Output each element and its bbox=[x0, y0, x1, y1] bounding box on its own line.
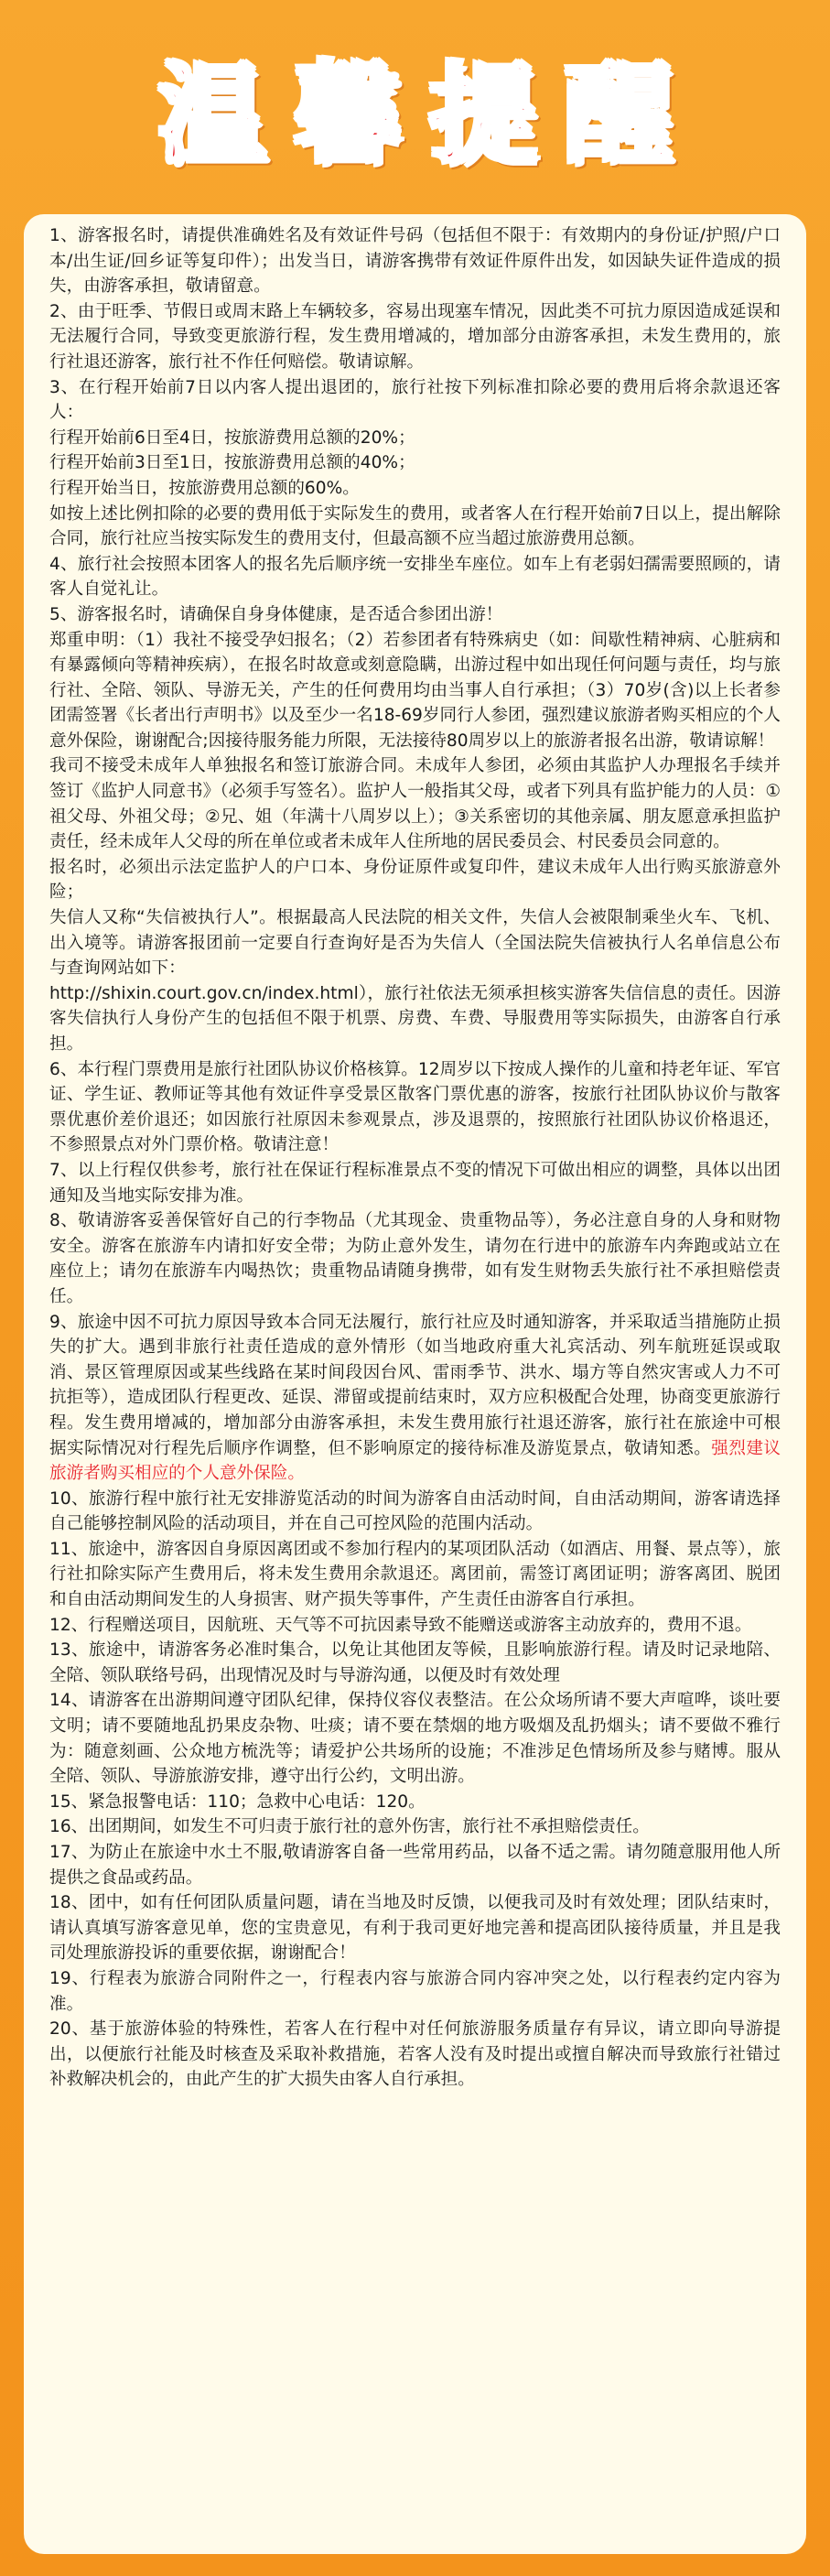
notice-item-3: 3、在行程开始前7日以内客人提出退团的，旅行社按下列标准扣除必要的费用后将余款退还客人： bbox=[49, 377, 781, 423]
refund-rule-1: 行程开始前6日至4日，按旅游费用总额的20%； bbox=[49, 428, 415, 448]
notice-item-7: 7、以上行程仅供参考，旅行社在保证行程标准景点不变的情况下可做出相应的调整，具体以出团通知及当地实际安排为准。 bbox=[49, 1160, 781, 1206]
notice-item-19: 19、行程表为旅游合同附件之一，行程表内容与旅游合同内容冲突之处，以行程表约定内容为准。 bbox=[49, 1968, 781, 2014]
dishonest-person-link: http://shixin.court.gov.cn/index.html），旅行社依法无须承担核实游客失信信息的责任。因游客失信执行人身份产生的包括但不限于机票、房费、车费、导服费用等实际损失，由游客自行承担。 bbox=[49, 983, 781, 1054]
notice-card bbox=[24, 214, 806, 2554]
notice-item-14: 14、请游客在出游期间遵守团队纪律，保持仪容仪表整洁。在公众场所请不要大声喧哗，谈吐要文明；请不要随地乱扔果皮杂物、吐痰；请不要在禁烟的地方吸烟及乱扔烟头；请不要做不雅行为：随意刻画、公众地方梳洗等；请爱护公共场所的设施；不准涉足色情场所及参与赌博。服从全陪、领队、导游旅游安排，遵守出行公约，文明出游。 bbox=[49, 1691, 781, 1787]
notice-item-20: 20、基于旅游体验的特殊性，若客人在行程中对任何旅游服务质量存有异议，请立即向导游提出，以便旅行社能及时核查及采取补救措施，若客人没有及时提出或擅自解决而导致旅行社错过补救解决机会的，由此产生的扩大损失由客人自行承担。 bbox=[49, 2019, 781, 2090]
refund-rule-3: 行程开始当日，按旅游费用总额的60%。 bbox=[49, 478, 360, 498]
minor-policy: 我司不接受未成年人单独报名和签订旅游合同。未成年人参团，必须由其监护人办理报名手续并签订《监护人同意书》（必须手写签名）。监护人一般指其父母，或者下列具有监护能力的人员：①祖父母、外祖父母；②兄、姐（年满十八周岁以上）；③关系密切的其他亲属、朋友愿意承担监护责任，经未成年人父母的所在单位或者未成年人住所地的居民委员会、村民委员会同意的。 bbox=[49, 756, 781, 852]
refund-rule-2: 行程开始前3日至1日，按旅游费用总额的40%； bbox=[49, 453, 415, 473]
declaration: 郑重申明：（1）我社不接受孕妇报名；（2）若参团者有特殊病史（如：间歇性精神病、心脏病和有暴露倾向等精神疾病），在报名时故意或刻意隐瞒，出游过程中如出现任何问题与责任，均与旅行社、全陪、领队、导游无关，产生的任何费用均由当事人自行承担；（3）70岁(含)以上长者参团需签署《长者出行声明书》以及至少一名18-69岁同行人参团，强烈建议旅游者购买相应的个人意外保险，谢谢配合;因接待服务能力所限，无法接待80周岁以上的旅游者报名出游，敬请谅解！ bbox=[49, 630, 781, 751]
notice-item-9-text: 9、旅途中因不可抗力原因导致本合同无法履行，旅行社应及时通知游客，并采取适当措施防止损失的扩大。遇到非旅行社责任造成的意外情形（如当地政府重大礼宾活动、列车航班延误或取消、景区管理原因或某些线路在某时间段因台风、雷雨季节、洪水、塌方等自然灾害或人力不可抗拒等），造成团队行程更改、延误、滞留或提前结束时，双方应积极配合处理，协商变更旅游行程。发生费用增减的，增加部分由游客承担，未发生费用旅行社退还游客，旅行社在旅途中可根据实际情况对行程先后顺序作调整，但不影响原定的接待标准及游览景点，敬请知悉。 bbox=[49, 1312, 781, 1458]
refund-note: 如按上述比例扣除的必要的费用低于实际发生的费用，或者客人在行程开始前7日以上，提出解除合同，旅行社应当按实际发生的费用支付，但最高额不应当超过旅游费用总额。 bbox=[49, 503, 781, 549]
notice-item-11: 11、旅途中，游客因自身原因离团或不参加行程内的某项团队活动（如酒店、用餐、景点等），旅行社扣除实际产生费用后，将未发生费用余款退还。离团前，需签订离团证明；游客离团、脱团和自由活动期间发生的人身损害、财产损失等事件，产生责任由游客自行承担。 bbox=[49, 1539, 781, 1610]
notice-item-15: 15、紧急报警电话：110；急救中心电话：120。 bbox=[49, 1791, 426, 1812]
minor-documents: 报名时，必须出示法定监护人的户口本、身份证原件或复印件，建议未成年人出行购买旅游意外险； bbox=[49, 857, 781, 903]
dishonest-person-note: 失信人又称“失信被执行人”。根据最高人民法院的相关文件，失信人会被限制乘坐火车、飞机、出入境等。请游客报团前一定要自行查询好是否为失信人（全国法院失信被执行人名单信息公布与查询网站如下： bbox=[49, 908, 781, 979]
insurance-highlight: 强烈建议旅游者购买相应的个人意外保险。 bbox=[49, 1438, 781, 1484]
notice-item-8: 8、敬请游客妥善保管好自己的行李物品（尤其现金、贵重物品等），务必注意自身的人身和财物安全。游客在旅游车内请扣好安全带；为防止意外发生，请勿在行进中的旅游车内奔跑或站立在座位上；请勿在旅游车内喝热饮；贵重物品请随身携带，如有发生财物丢失旅行社不承担赔偿责任。 bbox=[49, 1211, 781, 1306]
page-title: 温馨提醒 bbox=[157, 51, 700, 178]
notice-item-17: 17、为防止在旅途中水土不服,敬请游客自备一些常用药品，以备不适之需。请勿随意服用他人所提供之食品或药品。 bbox=[49, 1843, 781, 1888]
notice-item-1: 1、游客报名时，请提供准确姓名及有效证件号码（包括但不限于：有效期内的身份证/护照/户口本/出生证/回乡证等复印件）；出发当日，请游客携带有效证件原件出发，如因缺失证件造成的损失，由游客承担，敬请留意。 bbox=[49, 226, 781, 297]
notice-item-13: 13、旅途中，请游客务必准时集合，以免让其他团友等候，且影响旅游行程。请及时记录地陪、全陪、领队联络号码，出现情况及时与导游沟通，以便及时有效处理 bbox=[49, 1640, 781, 1685]
title-banner bbox=[0, 0, 830, 211]
notice-item-18: 18、团中，如有任何团队质量问题，请在当地及时反馈，以便我司及时有效处理；团队结束时，请认真填写游客意见单，您的宝贵意见，有利于我司更好地完善和提高团队接待质量，并且是我司处理旅游投诉的重要依据，谢谢配合！ bbox=[49, 1893, 781, 1964]
notice-item-10: 10、旅游行程中旅行社无安排游览活动的时间为游客自由活动时间，自由活动期间，游客请选择自己能够控制风险的活动项目，并在自己可控风险的范围内活动。 bbox=[49, 1488, 781, 1534]
notice-item-4: 4、旅行社会按照本团客人的报名先后顺序统一安排坐车座位。如车上有老弱妇孺需要照顾的，请客人自觉礼让。 bbox=[49, 554, 781, 600]
notice-item-5: 5、游客报名时，请确保自身身体健康，是否适合参团出游！ bbox=[49, 604, 503, 624]
notice-item-9 bbox=[49, 1310, 781, 1487]
notice-item-12: 12、行程赠送项目，因航班、天气等不可抗因素导致不能赠送或游客主动放弃的，费用不退。 bbox=[49, 1615, 752, 1635]
notice-item-6: 6、本行程门票费用是旅行社团队协议价格核算。12周岁以下按成人操作的儿童和持老年证、军官证、学生证、教师证等其他有效证件享受景区散客门票优惠的游客，按旅行社团队协议价与散客票优惠价差价退还；如因旅行社原因未参观景点，涉及退票的，按照旅行社团队协议价格退还，不参照景点对外门票价格。敬请注意！ bbox=[49, 1059, 781, 1155]
notice-item-16: 16、出团期间，如发生不可归责于旅行社的意外伤害，旅行社不承担赔偿责任。 bbox=[49, 1817, 650, 1837]
notice-item-2: 2、由于旺季、节假日或周末路上车辆较多，容易出现塞车情况，因此类不可抗力原因造成延误和无法履行合同，导致变更旅游行程，发生费用增减的，增加部分由游客承担，未发生费用的，旅行社退还游客，旅行社不作任何赔偿。敬请谅解。 bbox=[49, 301, 781, 372]
